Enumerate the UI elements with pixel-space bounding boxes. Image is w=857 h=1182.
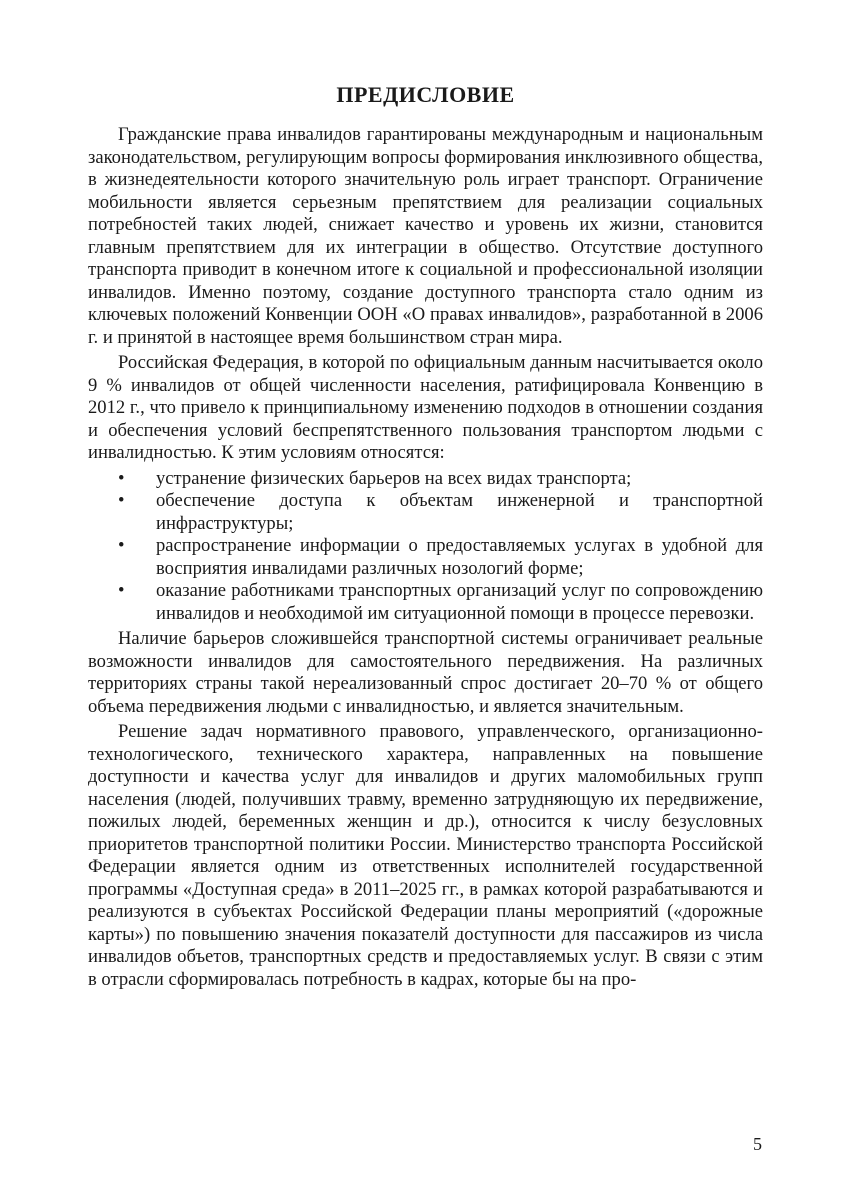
page-number: 5: [753, 1134, 762, 1154]
list-item: [88, 580, 763, 625]
page-title: ПРЕДИСЛОВИЕ: [336, 82, 515, 107]
page-content: [88, 82, 763, 994]
paragraph-3: Наличие барьеров сложившейся транспортной системы ограничивает реальные возможности инвалидов для самостоятельного передвижения. На различных территориях страны такой нереализованный спрос достигает 20–70 % от общего объема передвижения людьми с инвалидностью, и является значительным.: [88, 628, 763, 717]
paragraph-2: Российская Федерация, в которой по официальным данным насчитывается около 9 % инвалидов от общей численности населения, ратифицировала Конвенцию в 2012 г., что привело к принципиальному изменению подходов в отношении создания и обеспечения условий беспрепятственного пользования транспортом людьми с инвалидностью. К этим условиям относятся:: [88, 352, 763, 463]
bullet-icon: •: [118, 490, 125, 511]
list-item-text: оказание работниками транспортных организаций услуг по сопровождению инвалидов и необходимой им ситуационной помощи в процессе перевозки.: [156, 580, 763, 624]
bullet-icon: •: [118, 467, 125, 489]
paragraph-4: Решение задач нормативного правового, управленческого, организационно-технологического, технического характера, направленных на повышение доступности и качества услуг для инвалидов и других маломобильных групп населения (людей, получивших травму, временно затрудняющую их передвижение, пожилых людей, беременных женщин и др.), относится к числу безусловных приоритетов транспортной политики России. Министерство транспорта Российской Федерации является одним из ответственных исполнителей государственной программы «Доступная среда» в 2011–2025 гг., в рамках которой разрабатываются и реализуются в субъектах Российской Федерации планы мероприятий («дорожные карты») по повышению значения показателй доступности для пассажиров из числа инвалидов объетов, транспортных средств и предоставляемых услуг. В связи с этим в отрасли сформировалась потребность в кадрах, которые бы на про-: [88, 721, 763, 990]
list-item-text: обеспечение доступа к объектам инженерной и транспортной инфраструктуры;: [156, 490, 763, 534]
list-item: [88, 535, 763, 580]
list-item: [88, 468, 763, 491]
paragraph-1: Гражданские права инвалидов гарантированы международным и национальным законодательством, регулирующим вопросы формирования инклюзивного общества, в жизнедеятельности которого значительную роль играет транспорт. Ограничение мобильности является серьезным препятствием для реализации социальных потребностей таких людей, снижает качество и уровень их жизни, становится главным препятствием для их интеграции в общество. Отсутствие доступного транспорта приводит в конечном итоге к социальной и профессиональной изоляции инвалидов. Именно поэтому, создание доступного транспорта стало одним из ключевых положений Конвенции ООН «О правах инвалидов», разработанной в 2006 г. и принятой в настоящее время большинством стран мира.: [88, 124, 763, 348]
list-item-text: устранение физических барьеров на всех видах транспорта;: [156, 467, 632, 489]
list-item-text: распространение информации о предоставляемых услугах в удобной для восприятия инвалидами различных нозологий форме;: [156, 535, 763, 579]
bullet-icon: •: [118, 580, 125, 601]
list-item: [88, 490, 763, 535]
bullet-icon: •: [118, 535, 125, 556]
conditions-list: [88, 468, 763, 626]
